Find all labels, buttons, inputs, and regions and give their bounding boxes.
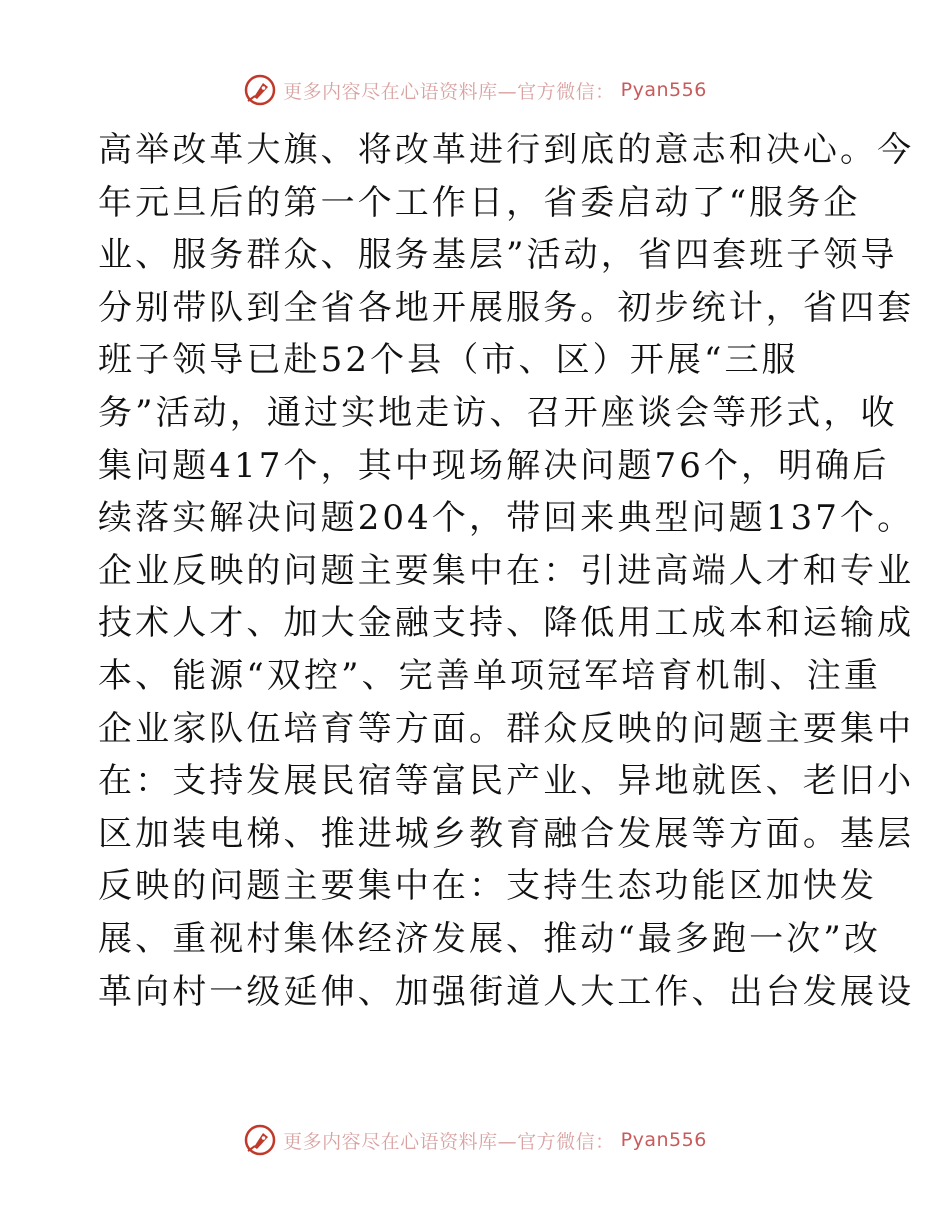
header-watermark-content (243, 73, 707, 107)
body-line: 技术人才、加大金融支持、降低用工成本和运输成 (98, 603, 915, 644)
body-line: 反映的问题主要集中在：支持生态功能区加快发 (98, 866, 878, 907)
document-body (98, 124, 915, 1018)
body-line: 分别带队到全省各地开展服务。初步统计，省四套 (98, 287, 915, 328)
watermark-text: 更多内容尽在心语资料库—官方微信： (283, 1130, 615, 1153)
body-line: 高举改革大旗、将改革进行到底的意志和决心。今 (98, 130, 915, 170)
body-line: 续落实解决问题204个，带回来典型问题137个。 (98, 498, 915, 539)
body-line: 企业反映的问题主要集中在：引进高端人才和专业 (98, 550, 915, 591)
body-line: 企业家队伍培育等方面。群众反映的问题主要集中 (98, 708, 915, 749)
watermark-brand: Pyan556 (620, 1129, 707, 1151)
watermark-brand: Pyan556 (620, 79, 707, 101)
body-line: 本、能源“双控”、完善单项冠军培育机制、注重 (98, 655, 881, 696)
body-line: 班子领导已赴52个县（市、区）开展“三服 (98, 340, 799, 381)
header-watermark (0, 70, 950, 110)
body-line: 业、服务群众、服务基层”活动，省四套班子领导 (98, 235, 898, 276)
watermark-text: 更多内容尽在心语资料库—官方微信： (283, 80, 615, 103)
body-line: 革向村一级延伸、加强街道人大工作、出台发展设 (98, 971, 915, 1012)
body-line: 在：支持发展民宿等富民产业、异地就医、老旧小 (98, 761, 915, 802)
pen-nib-icon (243, 73, 277, 107)
body-line: 务”活动，通过实地走访、召开座谈会等形式，收 (98, 392, 898, 433)
body-line: 区加装电梯、推进城乡教育融合发展等方面。基层 (98, 813, 915, 854)
footer-watermark-content (243, 1123, 707, 1157)
body-line: 展、重视村集体经济发展、推动“最多跑一次”改 (98, 918, 881, 959)
footer-watermark (0, 1120, 950, 1160)
body-line: 年元旦后的第一个工作日，省委启动了“服务企 (98, 182, 861, 223)
body-line: 集问题417个，其中现场解决问题76个，明确后 (98, 445, 890, 486)
pen-nib-icon (243, 1123, 277, 1157)
